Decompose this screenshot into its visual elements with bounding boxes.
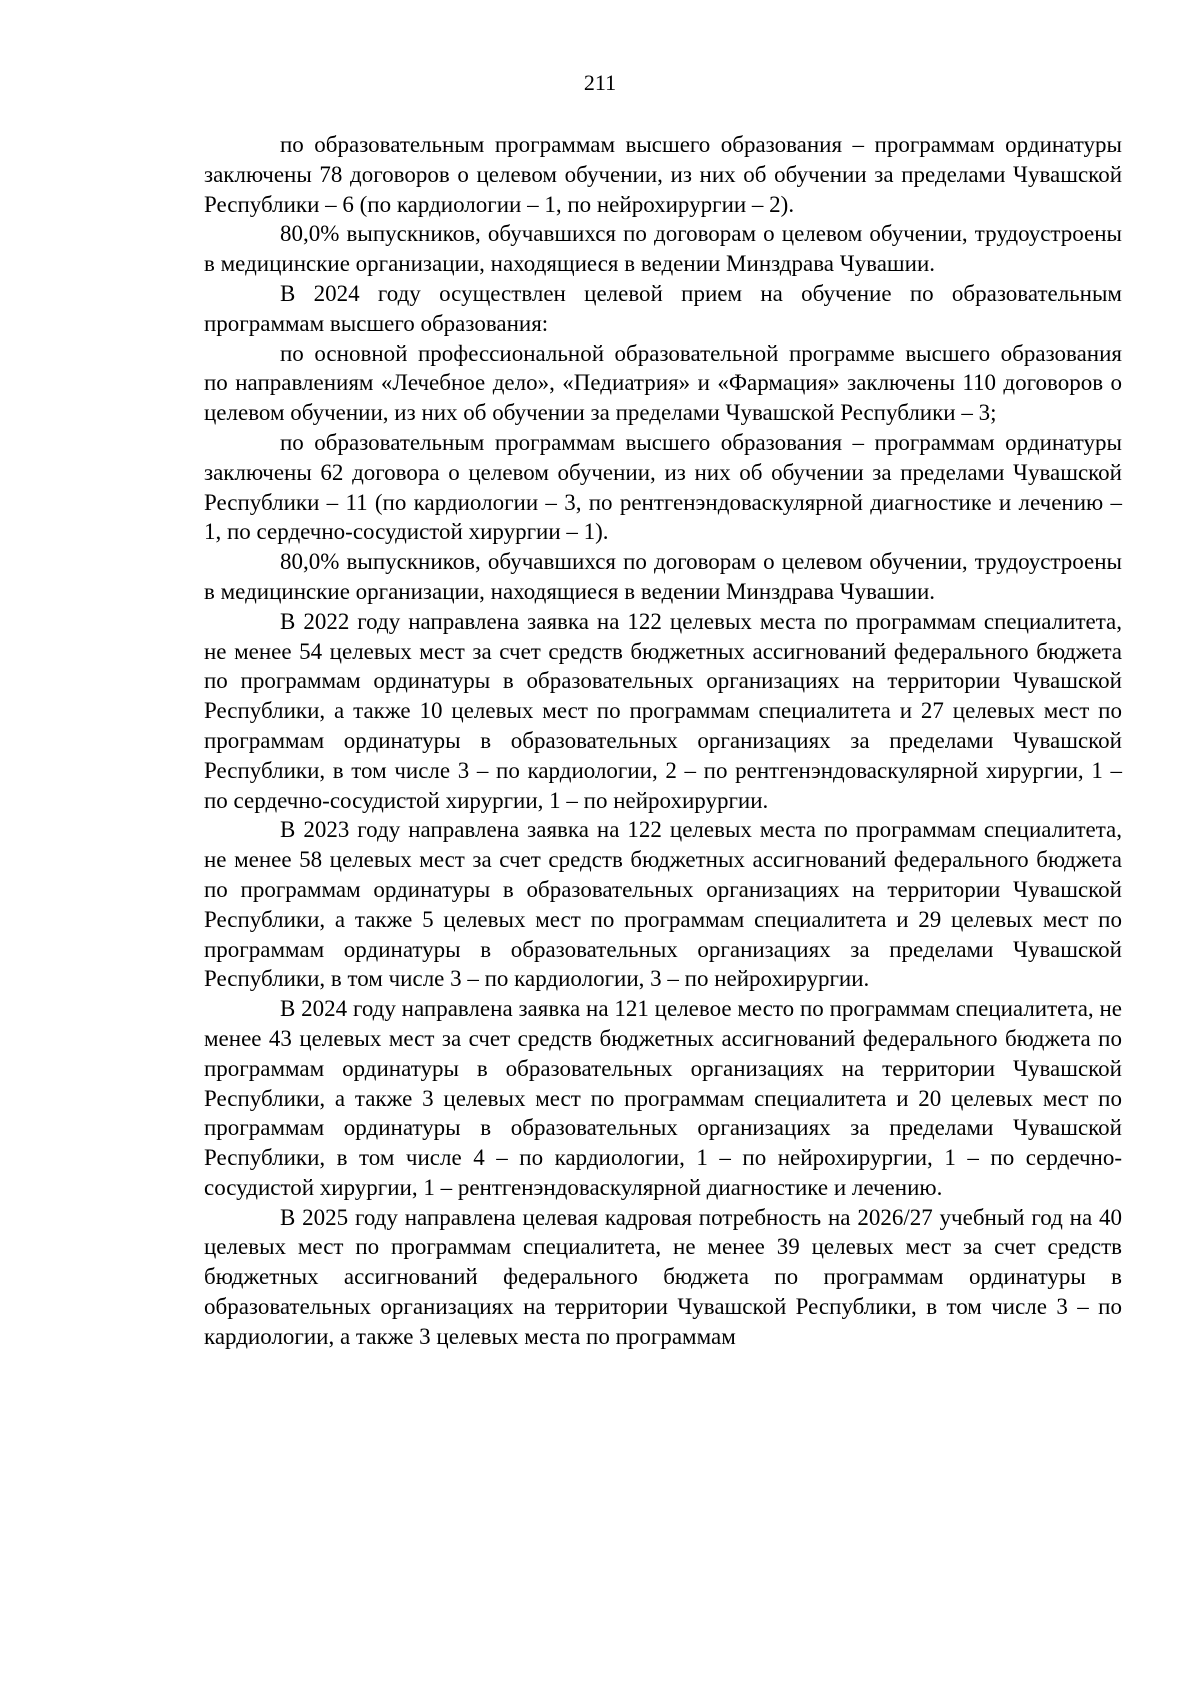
paragraph: В 2023 году направлена заявка на 122 целевых места по программам специалитета, не менее 58 целевых мест за счет средств бюджетных ассигнований федерального бюджета по программам ординатуры в образовательных организациях на территории Чувашской Республики, а также 5 целевых мест по программам специалитета и 29 целевых мест по программам ординатуры в образовательных организациях за пределами Чувашской Республики, в том числе 3 – по кардиологии, 3 – по нейрохирургии. (204, 817, 1122, 992)
paragraph: В 2022 году направлена заявка на 122 целевых места по программам специалитета, не менее 54 целевых мест за счет средств бюджетных ассигнований федерального бюджета по программам ординатуры в образовательных организациях на территории Чувашской Республики, а также 10 целевых мест по программам специалитета и 27 целевых мест по программам ординатуры в образовательных организациях за пределами Чувашской Республики, в том числе 3 – по кардиологии, 2 – по рентгенэндоваскулярной хирургии, 1 – по сердечно-сосудистой хирургии, 1 – по нейрохирургии. (204, 608, 1122, 813)
paragraph: В 2024 году направлена заявка на 121 целевое место по программам специалитета, не менее 43 целевых мест за счет средств бюджетных ассигнований федерального бюджета по программам ординатуры в образовательных организациях на территории Чувашской Республики, а также 3 целевых мест по программам специалитета и 20 целевых мест по программам ординатуры в образовательных организациях за пределами Чувашской Республики, в том числе 4 – по кардиологии, 1 – по нейрохирургии, 1 – по сердечно-сосудистой хирургии, 1 – рентгенэндоваскулярной диагностике и лечению. (204, 996, 1122, 1200)
page-number: 211 (583, 70, 617, 95)
paragraph: В 2024 году осуществлен целевой прием на обучение по образовательным программам высшего образования: (204, 280, 1122, 336)
paragraph: по основной профессиональной образовательной программе высшего образования по направлениям «Лечебное дело», «Педиатрия» и «Фармация» заключены 110 договоров о целевом обучении, из них об обучении за пределами Чувашской Республики – 3; (204, 340, 1122, 426)
paragraph: 80,0% выпускников, обучавшихся по договорам о целевом обучении, трудоустроены в медицинские организации, находящиеся в ведении Минздрава Чувашии. (204, 549, 1122, 604)
paragraph: по образовательным программам высшего образования – программам ординатуры заключены 62 договора о целевом обучении, из них об обучении за пределами Чувашской Республики – 11 (по кардиологии – 3, по рентгенэндоваскулярной диагностике и лечению – 1, по сердечно-сосудистой хирургии – 1). (204, 429, 1122, 545)
document-body (204, 130, 1122, 1352)
paragraph: по образовательным программам высшего образования – программам ординатуры заключены 78 договоров о целевом обучении, из них об обучении за пределами Чувашской Республики – 6 (по кардиологии – 1, по нейрохирургии – 2). (204, 132, 1122, 217)
paragraph: В 2025 году направлена целевая кадровая потребность на 2026/27 учебный год на 40 целевых мест по программам специалитета, не менее 39 целевых мест за счет средств бюджетных ассигнований федерального бюджета по программам ординатуры в образовательных организациях на территории Чувашской Республики, в том числе 3 – по кардиологии, а также 3 целевых места по программам (204, 1204, 1122, 1349)
paragraph: 80,0% выпускников, обучавшихся по договорам о целевом обучении, трудоустроены в медицинские организации, находящиеся в ведении Минздрава Чувашии. (204, 221, 1122, 277)
